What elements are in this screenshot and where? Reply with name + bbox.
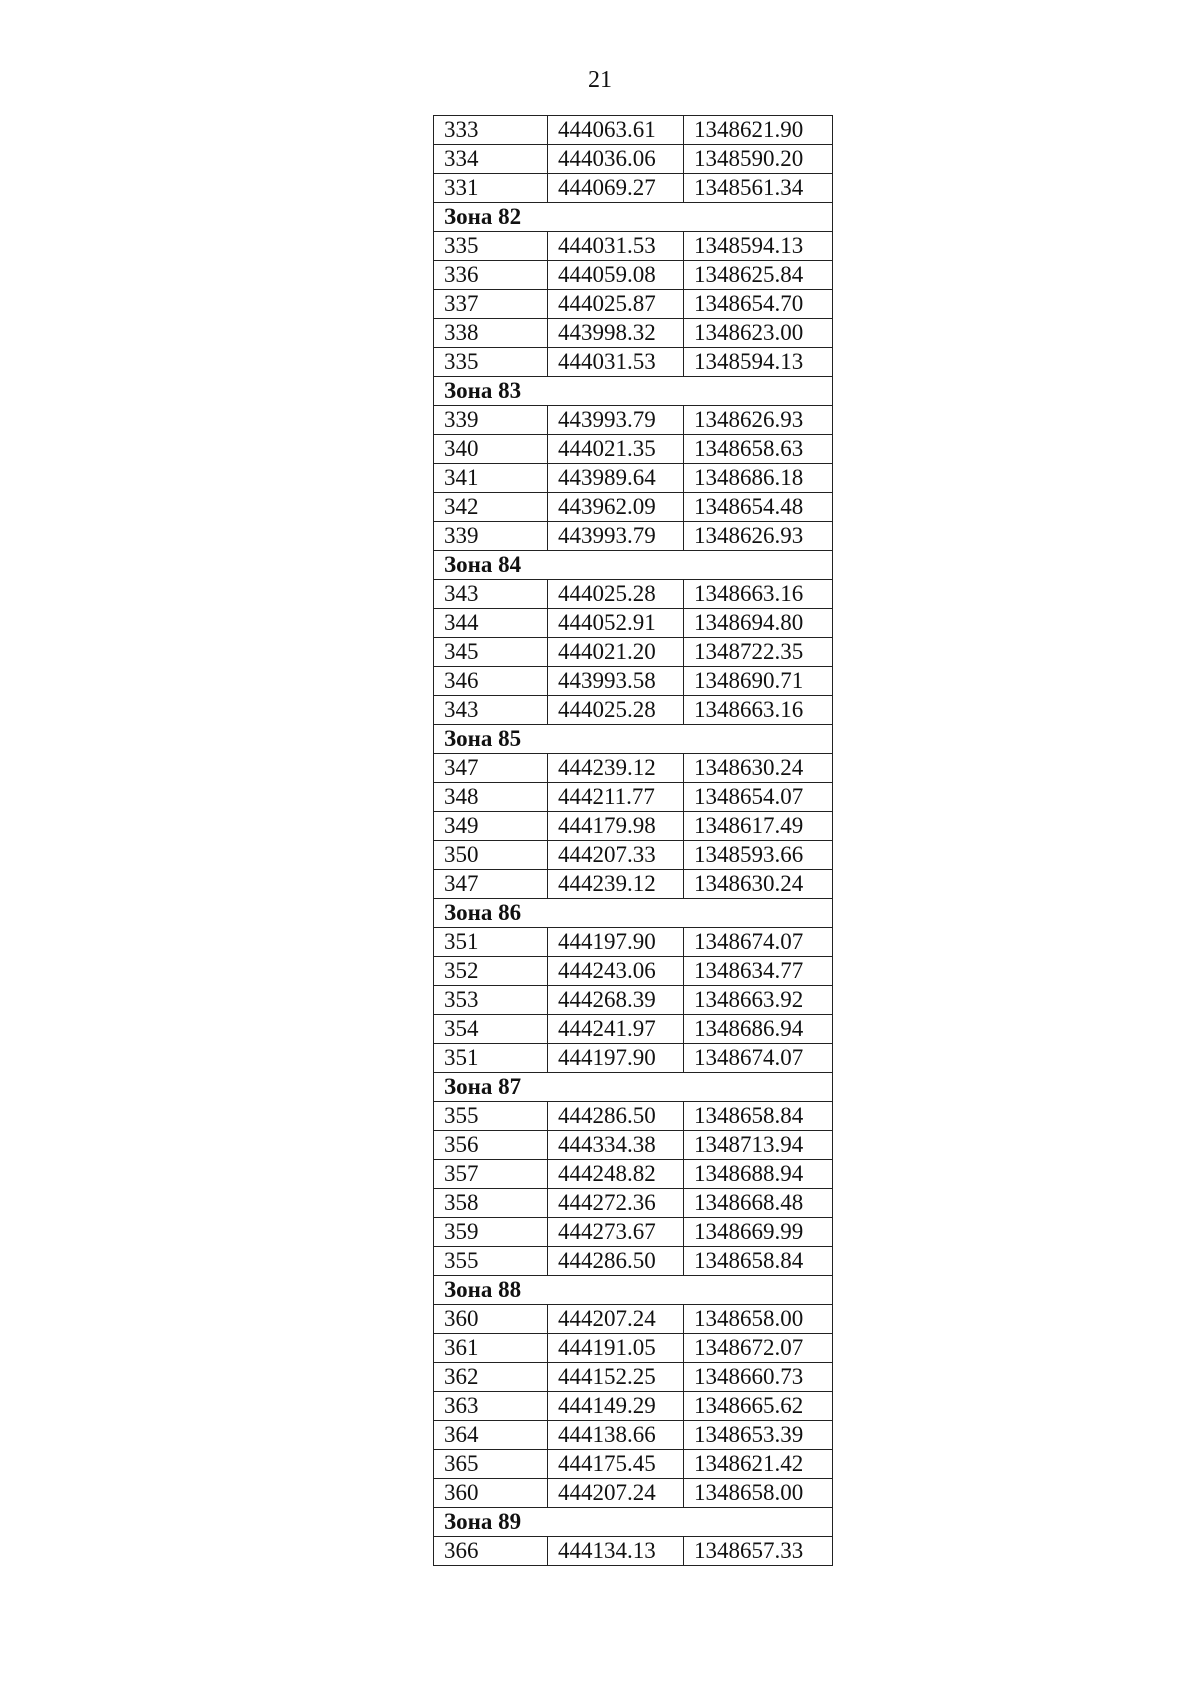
y-coordinate-cell: 1348593.66 — [684, 841, 833, 870]
table-row — [434, 754, 833, 783]
table-row — [434, 1044, 833, 1073]
y-coordinate-cell: 1348594.13 — [684, 232, 833, 261]
x-coordinate-cell: 444243.06 — [548, 957, 684, 986]
point-number-cell: 358 — [434, 1189, 548, 1218]
y-coordinate-cell: 1348694.80 — [684, 609, 833, 638]
table-row — [434, 841, 833, 870]
y-coordinate-cell: 1348663.92 — [684, 986, 833, 1015]
table-row — [434, 1334, 833, 1363]
point-number-cell: 333 — [434, 116, 548, 145]
x-coordinate-cell: 443993.79 — [548, 522, 684, 551]
y-coordinate-cell: 1348686.94 — [684, 1015, 833, 1044]
y-coordinate-cell: 1348590.20 — [684, 145, 833, 174]
zone-label: Зона 85 — [434, 725, 833, 754]
zone-header-row — [434, 1276, 833, 1305]
point-number-cell: 352 — [434, 957, 548, 986]
x-coordinate-cell: 444134.13 — [548, 1537, 684, 1566]
x-coordinate-cell: 444334.38 — [548, 1131, 684, 1160]
zone-header-row — [434, 899, 833, 928]
x-coordinate-cell: 444286.50 — [548, 1247, 684, 1276]
x-coordinate-cell: 444207.24 — [548, 1305, 684, 1334]
x-coordinate-cell: 444175.45 — [548, 1450, 684, 1479]
x-coordinate-cell: 443998.32 — [548, 319, 684, 348]
point-number-cell: 359 — [434, 1218, 548, 1247]
table-row — [434, 812, 833, 841]
table-row — [434, 319, 833, 348]
table-row — [434, 928, 833, 957]
x-coordinate-cell: 444239.12 — [548, 754, 684, 783]
y-coordinate-cell: 1348674.07 — [684, 928, 833, 957]
table-row — [434, 986, 833, 1015]
y-coordinate-cell: 1348663.16 — [684, 696, 833, 725]
point-number-cell: 363 — [434, 1392, 548, 1421]
point-number-cell: 344 — [434, 609, 548, 638]
table-row — [434, 435, 833, 464]
point-number-cell: 365 — [434, 1450, 548, 1479]
table-row — [434, 870, 833, 899]
point-number-cell: 347 — [434, 754, 548, 783]
x-coordinate-cell: 443962.09 — [548, 493, 684, 522]
table-row — [434, 1189, 833, 1218]
table-row — [434, 493, 833, 522]
table-row — [434, 1015, 833, 1044]
y-coordinate-cell: 1348713.94 — [684, 1131, 833, 1160]
table-row — [434, 957, 833, 986]
point-number-cell: 339 — [434, 522, 548, 551]
point-number-cell: 364 — [434, 1421, 548, 1450]
zone-label: Зона 86 — [434, 899, 833, 928]
table-row — [434, 783, 833, 812]
table-row — [434, 1537, 833, 1566]
x-coordinate-cell: 444149.29 — [548, 1392, 684, 1421]
table-row — [434, 522, 833, 551]
x-coordinate-cell: 444138.66 — [548, 1421, 684, 1450]
x-coordinate-cell: 444286.50 — [548, 1102, 684, 1131]
x-coordinate-cell: 444021.20 — [548, 638, 684, 667]
point-number-cell: 343 — [434, 580, 548, 609]
x-coordinate-cell: 444191.05 — [548, 1334, 684, 1363]
x-coordinate-cell: 444025.87 — [548, 290, 684, 319]
table-row — [434, 1218, 833, 1247]
table-row — [434, 348, 833, 377]
y-coordinate-cell: 1348660.73 — [684, 1363, 833, 1392]
y-coordinate-cell: 1348722.35 — [684, 638, 833, 667]
x-coordinate-cell: 444063.61 — [548, 116, 684, 145]
point-number-cell: 360 — [434, 1479, 548, 1508]
table-row — [434, 1102, 833, 1131]
zone-label: Зона 87 — [434, 1073, 833, 1102]
point-number-cell: 360 — [434, 1305, 548, 1334]
table-row — [434, 261, 833, 290]
y-coordinate-cell: 1348669.99 — [684, 1218, 833, 1247]
point-number-cell: 353 — [434, 986, 548, 1015]
table-row — [434, 116, 833, 145]
zone-header-row — [434, 377, 833, 406]
y-coordinate-cell: 1348634.77 — [684, 957, 833, 986]
x-coordinate-cell: 444069.27 — [548, 174, 684, 203]
point-number-cell: 341 — [434, 464, 548, 493]
y-coordinate-cell: 1348653.39 — [684, 1421, 833, 1450]
x-coordinate-cell: 444273.67 — [548, 1218, 684, 1247]
y-coordinate-cell: 1348621.90 — [684, 116, 833, 145]
y-coordinate-cell: 1348630.24 — [684, 754, 833, 783]
table-row — [434, 1160, 833, 1189]
table-row — [434, 1131, 833, 1160]
point-number-cell: 343 — [434, 696, 548, 725]
y-coordinate-cell: 1348668.48 — [684, 1189, 833, 1218]
x-coordinate-cell: 444052.91 — [548, 609, 684, 638]
table-row — [434, 406, 833, 435]
y-coordinate-cell: 1348626.93 — [684, 406, 833, 435]
x-coordinate-cell: 444152.25 — [548, 1363, 684, 1392]
point-number-cell: 350 — [434, 841, 548, 870]
point-number-cell: 334 — [434, 145, 548, 174]
zone-header-row — [434, 1508, 833, 1537]
table-row — [434, 145, 833, 174]
y-coordinate-cell: 1348658.63 — [684, 435, 833, 464]
x-coordinate-cell: 444031.53 — [548, 348, 684, 377]
x-coordinate-cell: 443993.79 — [548, 406, 684, 435]
table-row — [434, 1479, 833, 1508]
x-coordinate-cell: 444197.90 — [548, 1044, 684, 1073]
y-coordinate-cell: 1348658.84 — [684, 1247, 833, 1276]
point-number-cell: 345 — [434, 638, 548, 667]
x-coordinate-cell: 444211.77 — [548, 783, 684, 812]
x-coordinate-cell: 444207.33 — [548, 841, 684, 870]
y-coordinate-cell: 1348654.48 — [684, 493, 833, 522]
point-number-cell: 355 — [434, 1102, 548, 1131]
x-coordinate-cell: 444025.28 — [548, 580, 684, 609]
table-row — [434, 667, 833, 696]
point-number-cell: 331 — [434, 174, 548, 203]
zone-label: Зона 84 — [434, 551, 833, 580]
y-coordinate-cell: 1348674.07 — [684, 1044, 833, 1073]
x-coordinate-cell: 444241.97 — [548, 1015, 684, 1044]
x-coordinate-cell: 444036.06 — [548, 145, 684, 174]
point-number-cell: 337 — [434, 290, 548, 319]
y-coordinate-cell: 1348594.13 — [684, 348, 833, 377]
y-coordinate-cell: 1348665.62 — [684, 1392, 833, 1421]
table-row — [434, 1450, 833, 1479]
y-coordinate-cell: 1348623.00 — [684, 319, 833, 348]
x-coordinate-cell: 444268.39 — [548, 986, 684, 1015]
x-coordinate-cell: 443993.58 — [548, 667, 684, 696]
x-coordinate-cell: 444025.28 — [548, 696, 684, 725]
y-coordinate-cell: 1348626.93 — [684, 522, 833, 551]
point-number-cell: 351 — [434, 1044, 548, 1073]
zone-label: Зона 89 — [434, 1508, 833, 1537]
x-coordinate-cell: 444248.82 — [548, 1160, 684, 1189]
y-coordinate-cell: 1348621.42 — [684, 1450, 833, 1479]
table-row — [434, 1305, 833, 1334]
table-row — [434, 174, 833, 203]
point-number-cell: 342 — [434, 493, 548, 522]
table-row — [434, 1421, 833, 1450]
y-coordinate-cell: 1348658.00 — [684, 1305, 833, 1334]
zone-header-row — [434, 551, 833, 580]
table-row — [434, 1247, 833, 1276]
point-number-cell: 362 — [434, 1363, 548, 1392]
table-row — [434, 1392, 833, 1421]
y-coordinate-cell: 1348617.49 — [684, 812, 833, 841]
x-coordinate-cell: 444059.08 — [548, 261, 684, 290]
zone-label: Зона 82 — [434, 203, 833, 232]
point-number-cell: 335 — [434, 348, 548, 377]
point-number-cell: 340 — [434, 435, 548, 464]
coordinates-table-body — [434, 116, 833, 1566]
table-row — [434, 464, 833, 493]
x-coordinate-cell: 443989.64 — [548, 464, 684, 493]
page-number: 21 — [588, 67, 612, 93]
x-coordinate-cell: 444197.90 — [548, 928, 684, 957]
table-row — [434, 638, 833, 667]
point-number-cell: 335 — [434, 232, 548, 261]
point-number-cell: 346 — [434, 667, 548, 696]
point-number-cell: 361 — [434, 1334, 548, 1363]
table-row — [434, 1363, 833, 1392]
zone-header-row — [434, 1073, 833, 1102]
y-coordinate-cell: 1348561.34 — [684, 174, 833, 203]
table-row — [434, 696, 833, 725]
x-coordinate-cell: 444272.36 — [548, 1189, 684, 1218]
point-number-cell: 336 — [434, 261, 548, 290]
y-coordinate-cell: 1348690.71 — [684, 667, 833, 696]
point-number-cell: 354 — [434, 1015, 548, 1044]
table-row — [434, 290, 833, 319]
y-coordinate-cell: 1348630.24 — [684, 870, 833, 899]
x-coordinate-cell: 444021.35 — [548, 435, 684, 464]
y-coordinate-cell: 1348688.94 — [684, 1160, 833, 1189]
y-coordinate-cell: 1348672.07 — [684, 1334, 833, 1363]
x-coordinate-cell: 444239.12 — [548, 870, 684, 899]
point-number-cell: 348 — [434, 783, 548, 812]
point-number-cell: 355 — [434, 1247, 548, 1276]
y-coordinate-cell: 1348657.33 — [684, 1537, 833, 1566]
point-number-cell: 338 — [434, 319, 548, 348]
y-coordinate-cell: 1348658.84 — [684, 1102, 833, 1131]
zone-label: Зона 83 — [434, 377, 833, 406]
y-coordinate-cell: 1348625.84 — [684, 261, 833, 290]
y-coordinate-cell: 1348686.18 — [684, 464, 833, 493]
y-coordinate-cell: 1348654.07 — [684, 783, 833, 812]
table-row — [434, 580, 833, 609]
zone-header-row — [434, 203, 833, 232]
y-coordinate-cell: 1348663.16 — [684, 580, 833, 609]
coordinates-table — [433, 115, 833, 1566]
table-row — [434, 609, 833, 638]
zone-label: Зона 88 — [434, 1276, 833, 1305]
point-number-cell: 351 — [434, 928, 548, 957]
x-coordinate-cell: 444207.24 — [548, 1479, 684, 1508]
point-number-cell: 366 — [434, 1537, 548, 1566]
y-coordinate-cell: 1348654.70 — [684, 290, 833, 319]
point-number-cell: 347 — [434, 870, 548, 899]
point-number-cell: 349 — [434, 812, 548, 841]
table-row — [434, 232, 833, 261]
point-number-cell: 356 — [434, 1131, 548, 1160]
x-coordinate-cell: 444179.98 — [548, 812, 684, 841]
point-number-cell: 357 — [434, 1160, 548, 1189]
y-coordinate-cell: 1348658.00 — [684, 1479, 833, 1508]
zone-header-row — [434, 725, 833, 754]
point-number-cell: 339 — [434, 406, 548, 435]
x-coordinate-cell: 444031.53 — [548, 232, 684, 261]
